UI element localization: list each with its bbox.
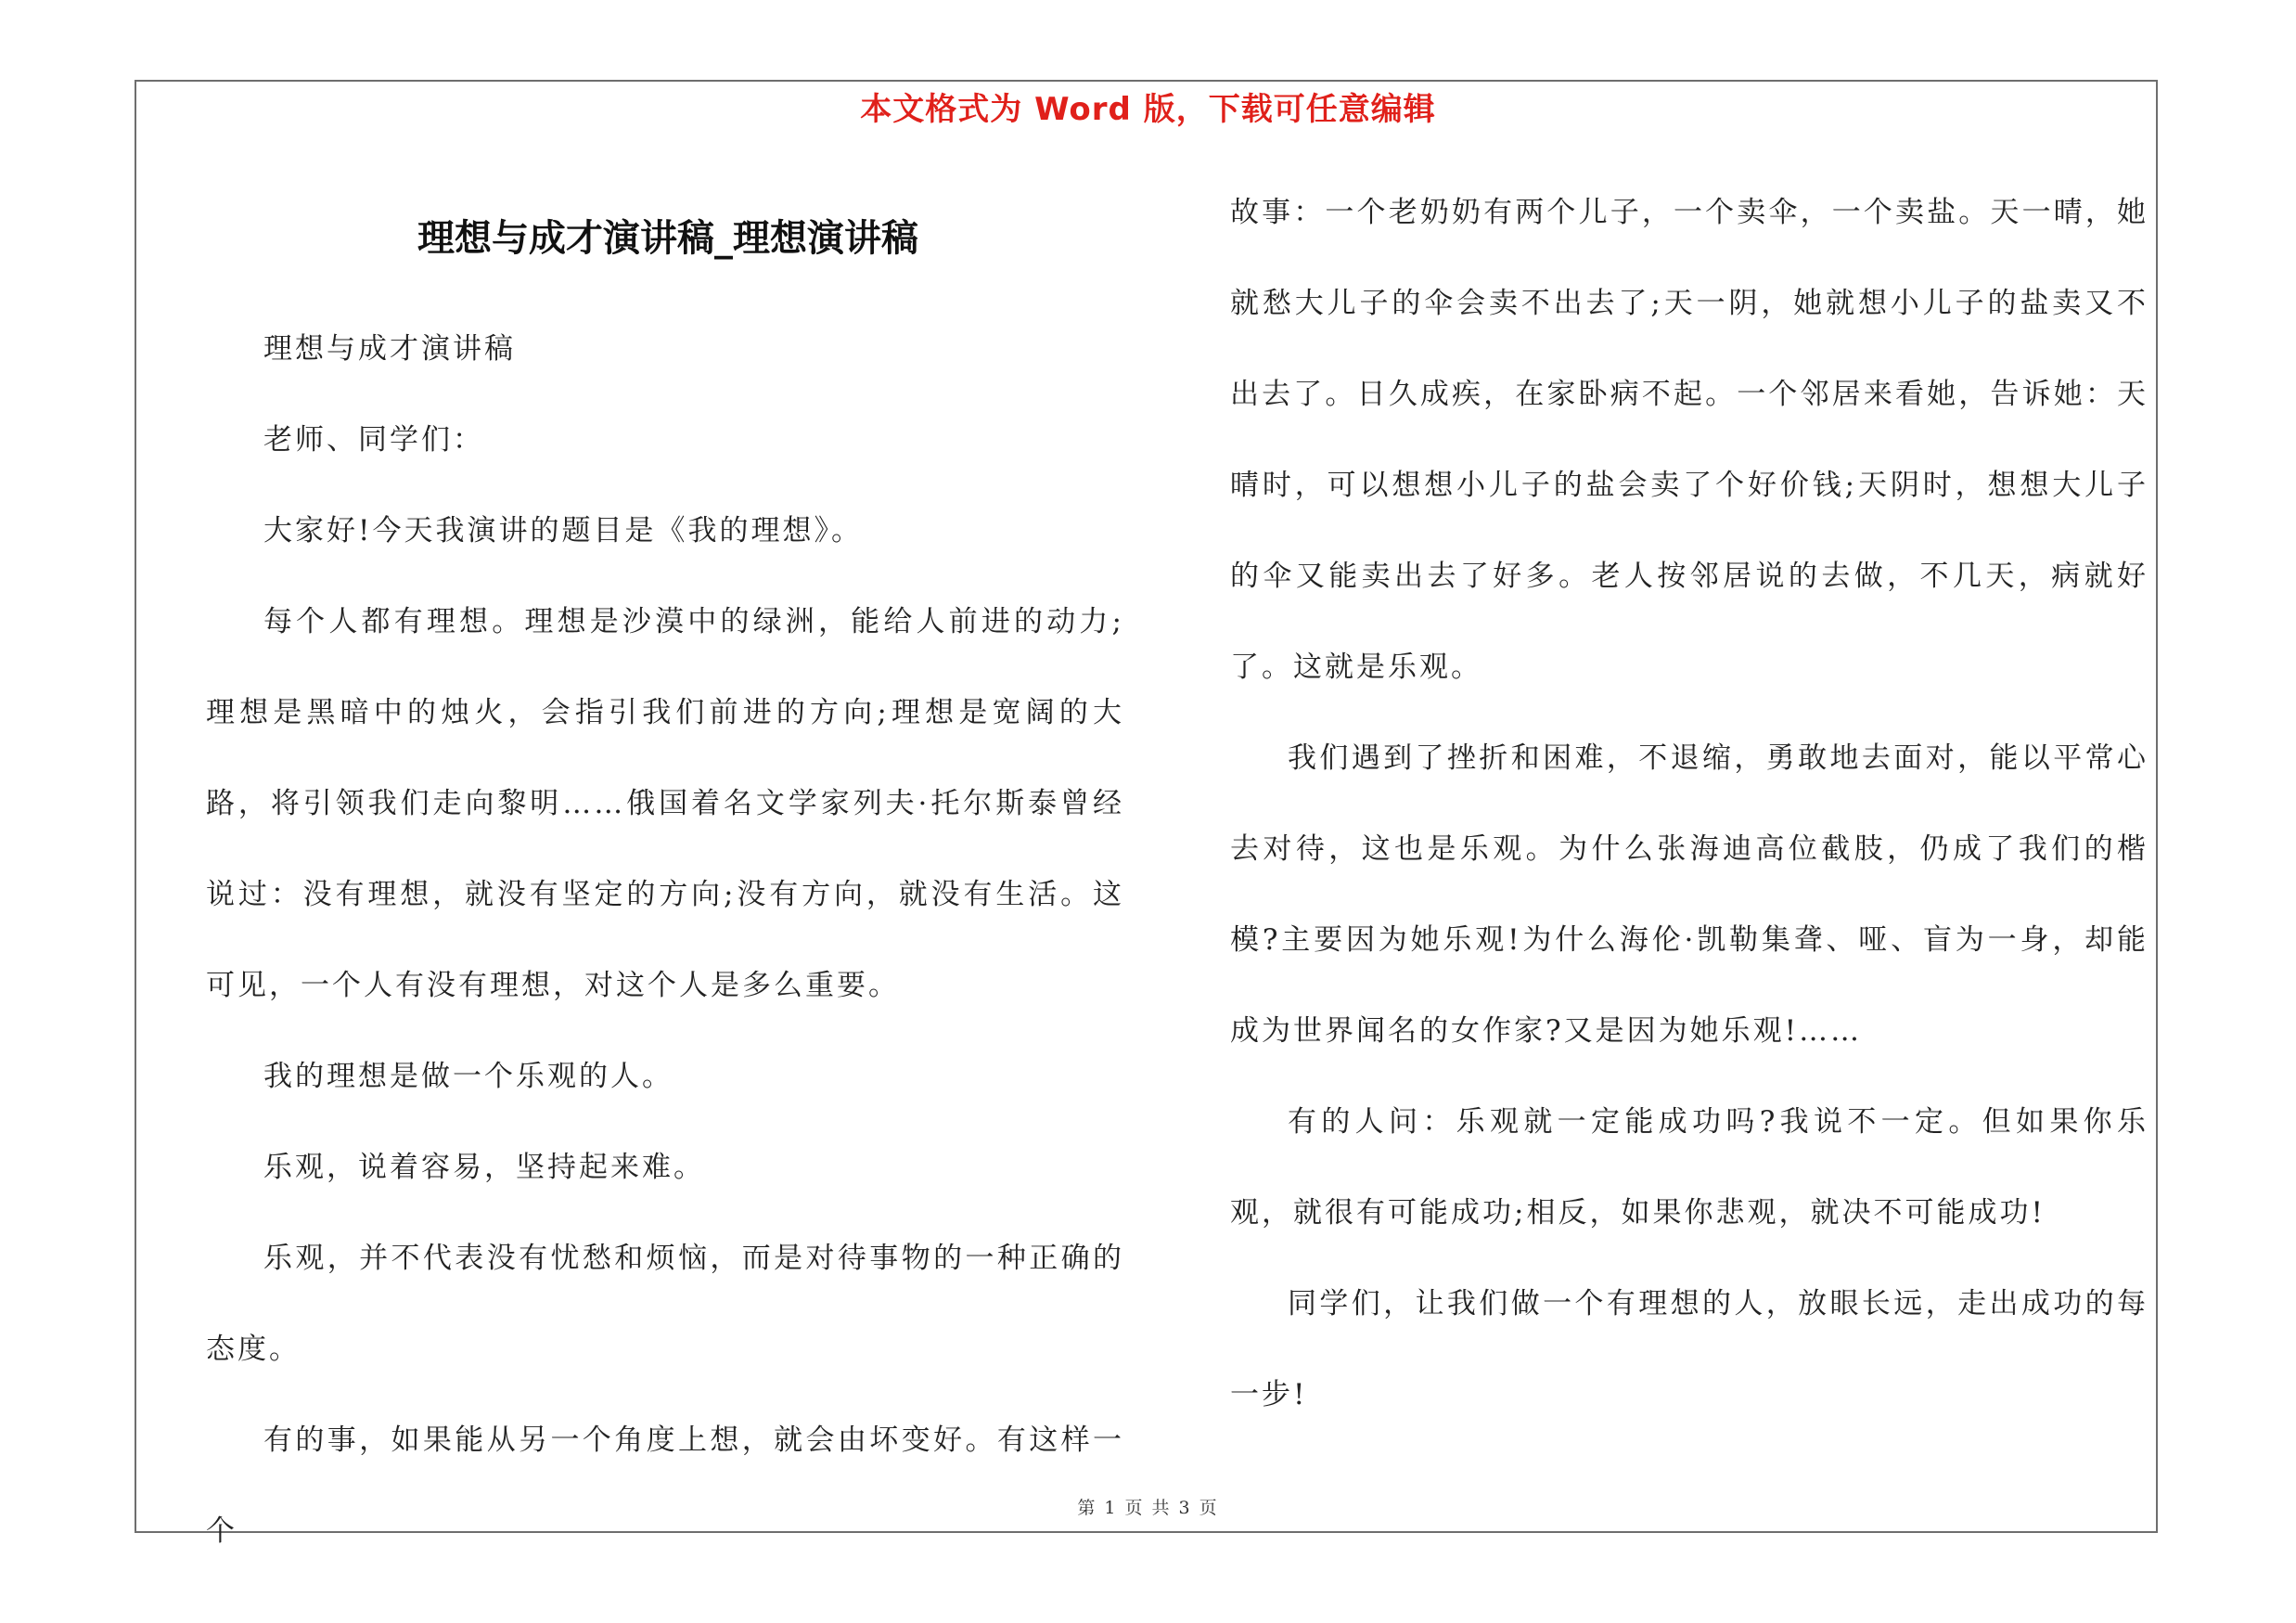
greeting-paragraph: 老师、同学们： — [263, 423, 484, 457]
subtitle-paragraph: 理想与成才演讲稿 — [263, 332, 516, 366]
document-title: 理想与成才演讲稿_理想演讲稿 — [417, 216, 918, 260]
page-number-footer: 第 1 页 共 3 页 — [1077, 1498, 1219, 1518]
body-paragraph: 每个人都有理想。理想是沙漠中的绿洲，能给人前进的动力;理想是黑暗中的烛火，会指引我们前进的方向;理想是宽阔的大路，将引领我们走向黎明……俄国着名文学家列夫·托尔斯泰曾经说过：没有理想，就没有坚定的方向;没有方向，就没有生活。这可见，一个人有没有理想，对这个人是多么重要。 — [206, 605, 1124, 1002]
body-paragraph: 有的人问：乐观就一定能成功吗?我说不一定。但如果你乐观，就很有可能成功;相反，如果你悲观，就决不可能成功! — [1230, 1105, 2148, 1230]
body-paragraph: 大家好!今天我演讲的题目是《我的理想》。 — [263, 514, 863, 547]
body-paragraph: 乐观，并不代表没有忧愁和烦恼，而是对待事物的一种正确的态度。 — [206, 1242, 1124, 1366]
body-paragraph: 我们遇到了挫折和困难，不退缩，勇敢地去面对，能以平常心去对待，这也是乐观。为什么张海迪高位截肢，仍成了我们的楷模?主要因为她乐观!为什么海伦·凯勒集聋、哑、盲为一身，却能成为世界闻名的女作家?又是因为她乐观!…… — [1230, 741, 2148, 1048]
left-column — [206, 303, 1124, 1577]
body-paragraph: 有的事，如果能从另一个角度上想，就会由坏变好。有这样一个 — [206, 1423, 1124, 1548]
body-paragraph: 乐观，说着容易，坚持起来难。 — [263, 1151, 705, 1184]
body-paragraph: 同学们，让我们做一个有理想的人，放眼长远，走出成功的每一步! — [1230, 1287, 2148, 1411]
body-paragraph: 我的理想是做一个乐观的人。 — [263, 1060, 673, 1093]
word-format-banner: 本文格式为 Word 版，下载可任意编辑 — [860, 91, 1436, 128]
continued-paragraph: 故事：一个老奶奶有两个儿子，一个卖伞，一个卖盐。天一晴，她就愁大儿子的伞会卖不出去了;天一阴，她就想小儿子的盐卖又不出去了。日久成疾，在家卧病不起。一个邻居来看她，告诉她：天晴时，可以想想小儿子的盐会卖了个好价钱;天阴时，想想大儿子的伞又能卖出去了好多。老人按邻居说的去做，不几天，病就好了。这就是乐观。 — [1230, 196, 2148, 684]
right-column — [1230, 167, 2148, 1440]
